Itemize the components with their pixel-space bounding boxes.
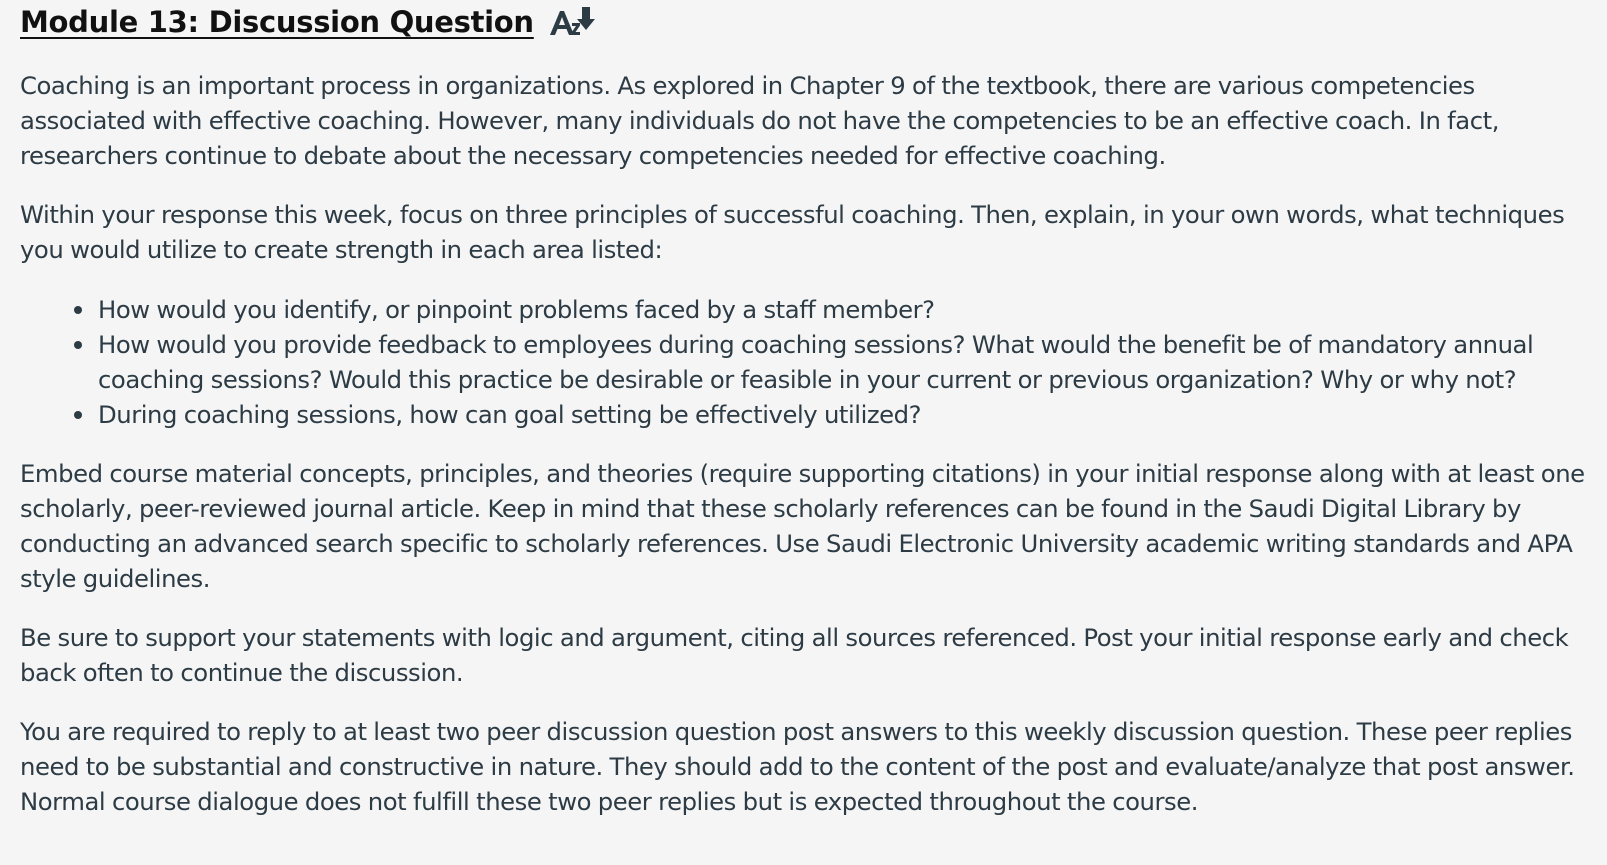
focus-paragraph: Within your response this week, focus on three principles of successful coaching. Then, explain, in your own words, what techniques you would utilize to create strength in each area listed:: [20, 200, 1565, 264]
page-title: Module 13: Discussion Question: [20, 5, 534, 39]
discussion-content: [20, 0, 1592, 819]
question-list: [20, 292, 1592, 432]
title-row: [20, 0, 1592, 44]
support-paragraph: Be sure to support your statements with logic and argument, citing all sources referenced. Post your initial response early and check back often to continue the discussion.: [20, 623, 1569, 687]
az-sort-down-icon[interactable]: [548, 5, 596, 39]
reply-paragraph: You are required to reply to at least two peer discussion question post answers to this weekly discussion question. These peer replies need to be substantial and constructive in nature. They should add to the content of the post and evaluate/analyze that post answer. Normal course dialogue does not fulfill these two peer replies but is expected throughout the course.: [20, 717, 1575, 816]
embed-paragraph: Embed course material concepts, principles, and theories (require supporting citations) in your initial response along with at least one scholarly, peer-reviewed journal article. Keep in mind that these scholarly references can be found in the Saudi Digital Library by conducting an advanced search specific to scholarly references. Use Saudi Electronic University academic writing standards and APA style guidelines.: [20, 459, 1585, 593]
intro-paragraph: Coaching is an important process in organizations. As explored in Chapter 9 of the textbook, there are various competencies associated with effective coaching. However, many individuals do not have the competencies to be an effective coach. In fact, researchers continue to debate about the necessary competencies needed for effective coaching.: [20, 71, 1499, 170]
list-item: How would you identify, or pinpoint problems faced by a staff member?: [98, 292, 1592, 327]
list-item: During coaching sessions, how can goal setting be effectively utilized?: [98, 397, 1592, 432]
list-item: How would you provide feedback to employees during coaching sessions? What would the benefit be of mandatory annual coaching sessions? Would this practice be desirable or feasible in your current or previous organization? Why or why not?: [98, 327, 1592, 397]
